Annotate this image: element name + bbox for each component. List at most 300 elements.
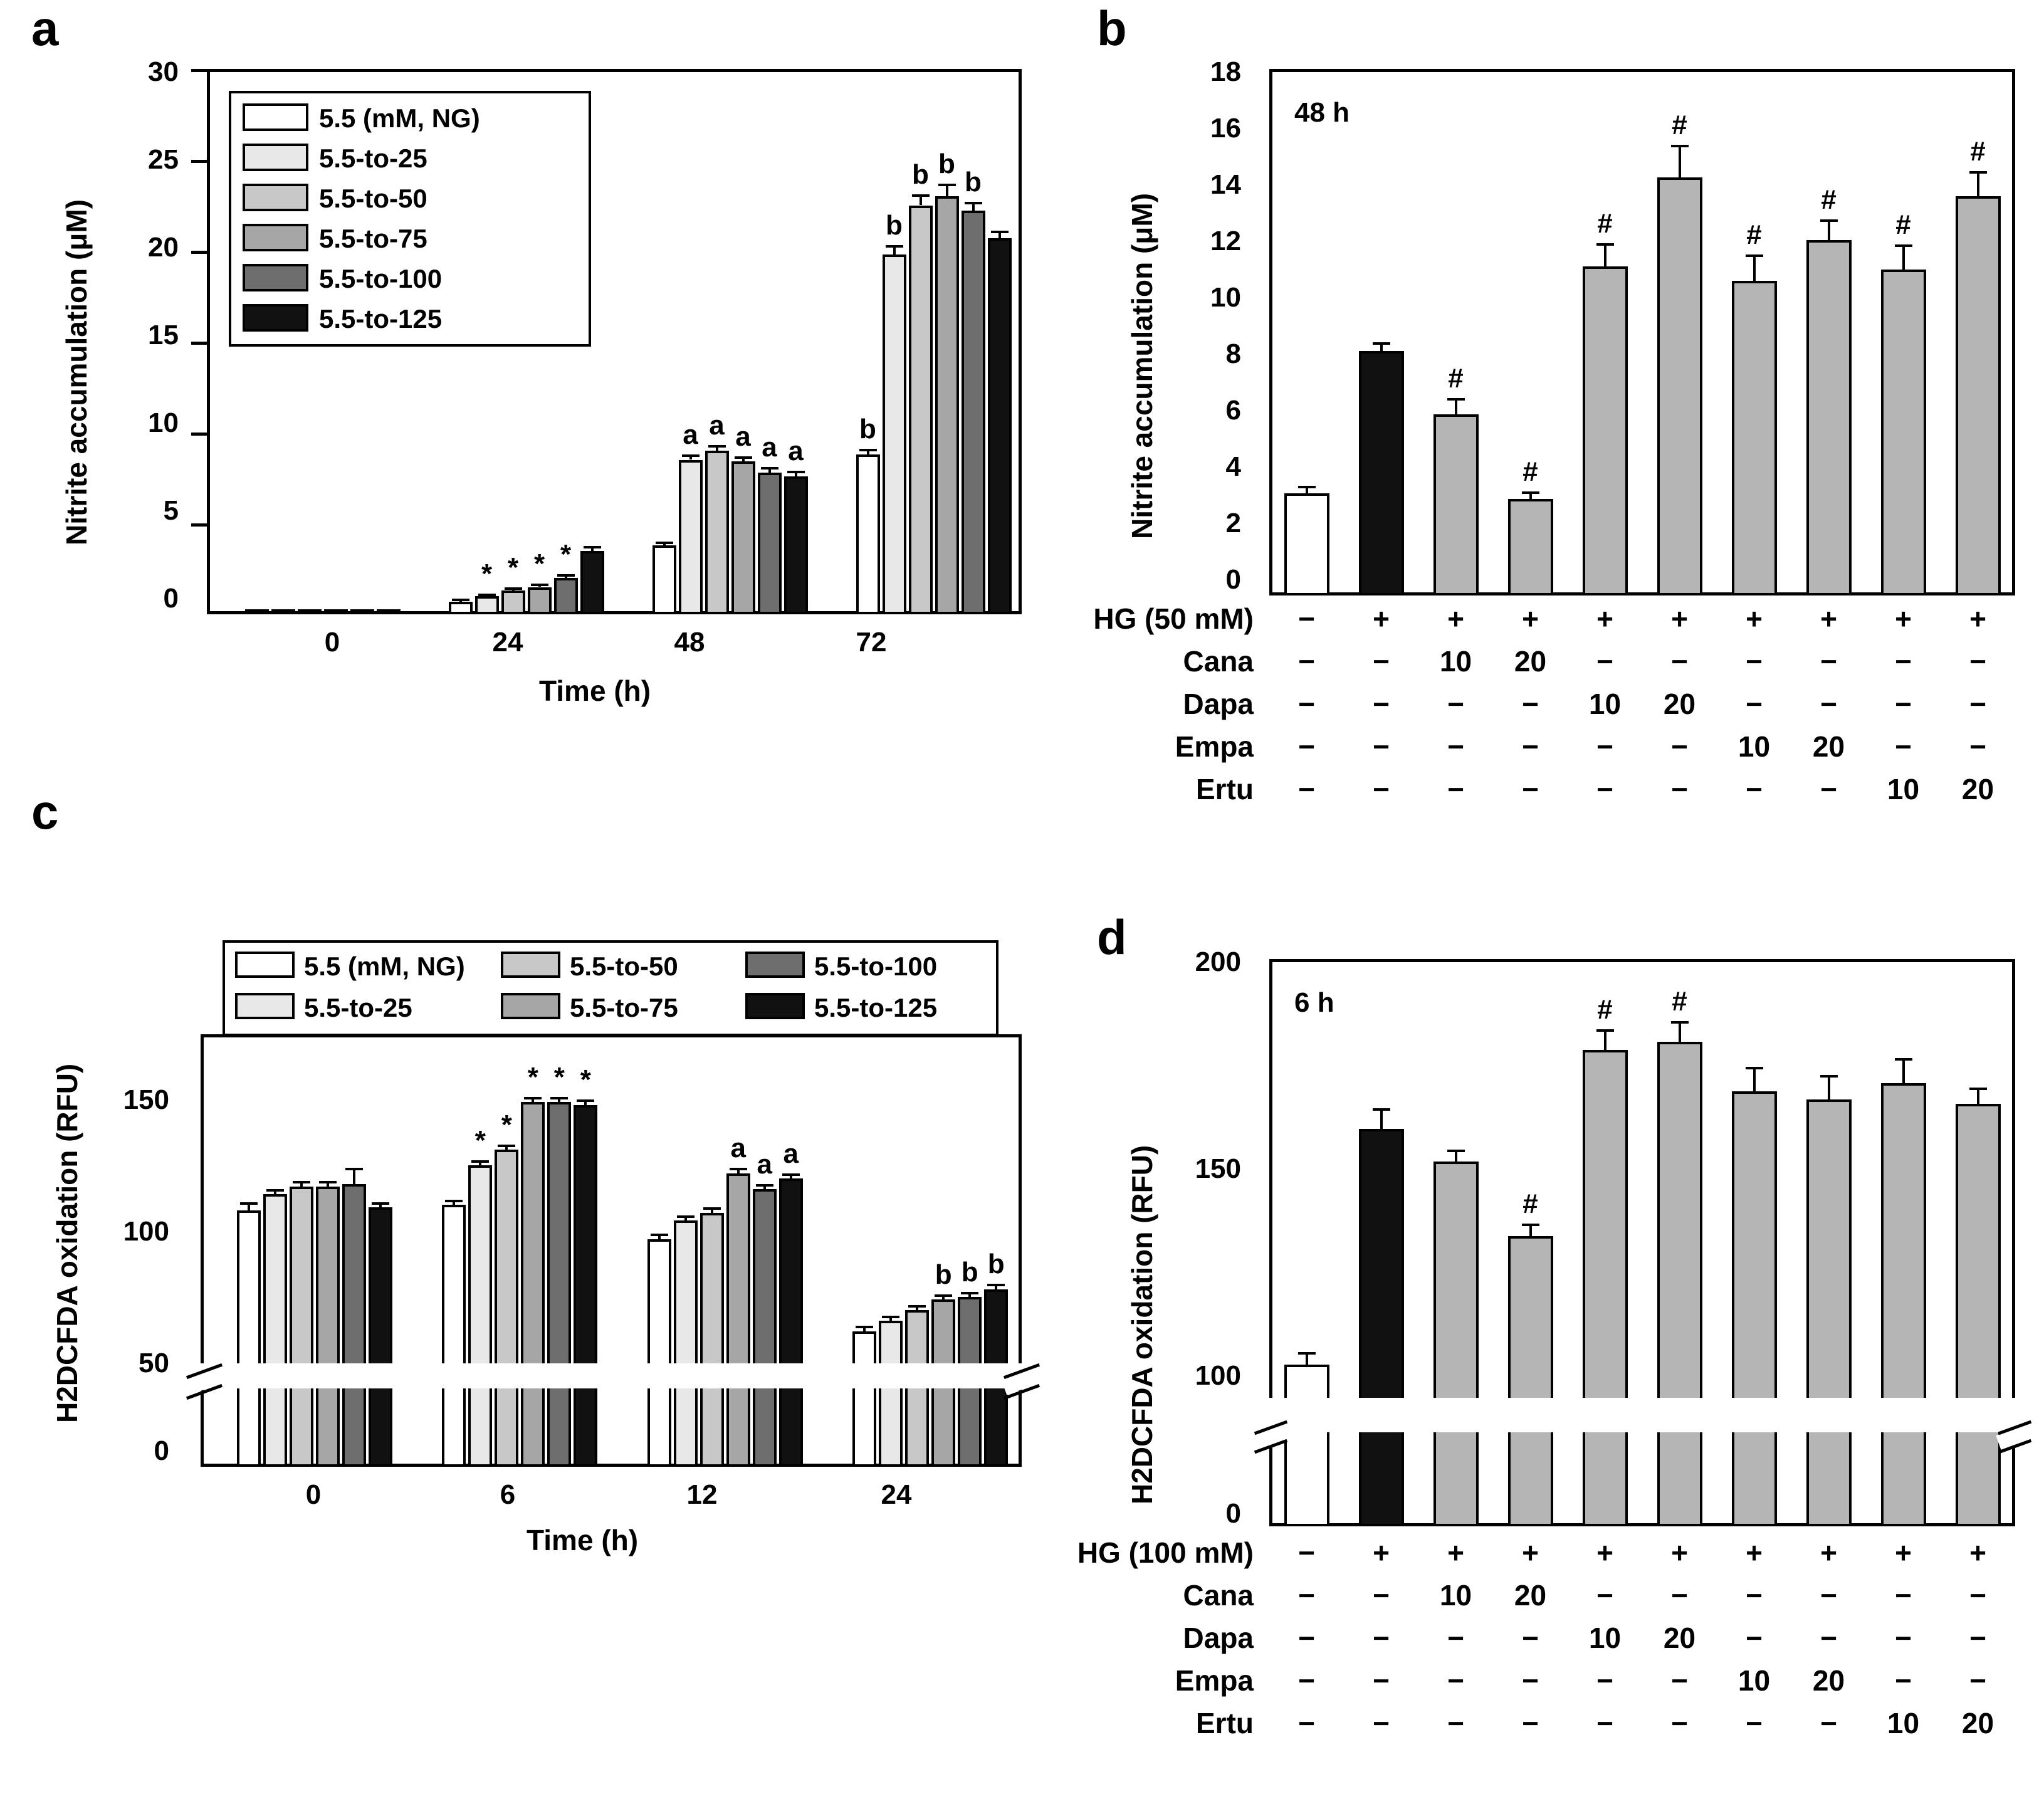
bar — [879, 1321, 903, 1467]
panel-a-xtick: 24 — [492, 627, 523, 658]
legend-label: 5.5-to-100 — [814, 952, 938, 981]
significance-mark: # — [1672, 110, 1687, 141]
error-bar-cap — [266, 1189, 284, 1192]
panel-b-ytick: 14 — [1210, 169, 1241, 200]
panel-a-xtick: 0 — [324, 627, 340, 658]
condition-cell: − — [1895, 1622, 1912, 1654]
condition-cell: − — [1522, 730, 1539, 763]
legend-label: 5.5-to-125 — [814, 993, 938, 1022]
condition-cell: + — [1746, 602, 1763, 635]
condition-cell: − — [1447, 1622, 1464, 1654]
significance-mark: * — [560, 539, 572, 570]
condition-cell: + — [1596, 1536, 1613, 1569]
condition-cell: − — [1298, 645, 1315, 678]
significance-mark: * — [481, 558, 493, 589]
condition-row-label: Dapa — [1183, 1622, 1254, 1654]
condition-cell: − — [1746, 1622, 1763, 1654]
condition-cell: − — [1820, 1579, 1837, 1612]
bar — [1956, 1104, 2001, 1526]
error-bar-cap — [1447, 1150, 1465, 1152]
condition-cell: − — [1671, 773, 1688, 805]
condition-cell: − — [1298, 773, 1315, 805]
condition-cell: + — [1820, 602, 1837, 635]
error-bar-cap — [1820, 219, 1838, 222]
panel-a-ytick: 25 — [148, 144, 179, 175]
legend-swatch — [235, 993, 295, 1019]
significance-mark: # — [1523, 456, 1538, 488]
condition-cell: + — [1447, 602, 1464, 635]
condition-cell: 20 — [1514, 645, 1547, 678]
error-bar-cap — [354, 612, 371, 614]
panel-b-condition-table — [1066, 602, 2043, 865]
error-bar-cap — [677, 1215, 694, 1218]
condition-cell: − — [1298, 602, 1315, 635]
bar — [731, 461, 755, 614]
error-bar — [1679, 1021, 1681, 1042]
legend-label: 5.5-to-75 — [319, 224, 427, 253]
condition-cell: − — [1969, 645, 1986, 678]
error-bar-cap — [730, 1168, 747, 1170]
error-bar-cap — [761, 467, 778, 469]
legend-swatch — [745, 993, 805, 1019]
bar — [442, 1205, 466, 1467]
legend-swatch — [235, 952, 295, 978]
condition-cell: + — [1895, 602, 1912, 635]
significance-mark: * — [553, 1062, 565, 1093]
condition-cell: − — [1969, 1579, 1986, 1612]
condition-cell: − — [1969, 1622, 1986, 1654]
error-bar-cap — [1969, 1088, 1987, 1090]
error-bar-cap — [293, 1181, 310, 1183]
error-bar-cap — [656, 542, 673, 544]
condition-cell: 10 — [1439, 1579, 1472, 1612]
significance-mark: # — [1895, 209, 1911, 240]
bar — [988, 238, 1012, 614]
error-bar-cap — [557, 574, 575, 577]
panel-a-ytick: 0 — [163, 583, 179, 614]
condition-cell: 20 — [1812, 730, 1845, 763]
panel-c-ytick: 100 — [123, 1216, 169, 1247]
panel-a-ytick: 5 — [163, 495, 179, 526]
bar — [935, 196, 959, 614]
legend-label: 5.5 (mM, NG) — [319, 103, 480, 133]
error-bar-cap — [1671, 1021, 1689, 1024]
condition-cell: − — [1596, 645, 1613, 678]
bar — [758, 473, 782, 614]
significance-mark: # — [1970, 136, 1986, 167]
panel-c-xtick: 0 — [305, 1479, 322, 1510]
significance-mark: a — [757, 1148, 772, 1180]
bar — [521, 1102, 545, 1467]
bar — [1881, 270, 1926, 595]
condition-cell: − — [1895, 1579, 1912, 1612]
condition-cell: + — [1373, 602, 1390, 635]
bar — [1583, 266, 1628, 595]
bar — [1732, 281, 1777, 595]
bar — [1359, 1129, 1404, 1526]
panel-c — [0, 784, 1053, 1724]
bar — [528, 587, 552, 615]
error-bar-cap — [1671, 145, 1689, 147]
error-bar-cap — [651, 1234, 668, 1236]
bar — [962, 211, 985, 614]
condition-cell: − — [1522, 773, 1539, 805]
error-bar-cap — [935, 1294, 952, 1297]
panel-b-label: b — [1097, 1, 1127, 56]
significance-mark: b — [961, 1256, 978, 1288]
condition-cell: − — [1522, 1664, 1539, 1697]
condition-cell: − — [1820, 688, 1837, 720]
significance-mark: * — [507, 552, 519, 583]
bar — [674, 1220, 698, 1467]
bar — [653, 545, 676, 614]
legend-swatch — [501, 952, 560, 978]
panel-c-legend — [223, 940, 998, 1036]
condition-cell: 20 — [1812, 1664, 1845, 1697]
error-bar — [1753, 254, 1756, 281]
error-bar — [1828, 1075, 1830, 1100]
condition-cell: − — [1373, 645, 1390, 678]
condition-cell: − — [1596, 1707, 1613, 1739]
error-bar-cap — [886, 245, 903, 248]
legend-label: 5.5 (mM, NG) — [304, 952, 465, 981]
bar — [779, 1178, 803, 1467]
panel-b-ytick: 12 — [1210, 226, 1241, 256]
bar — [1806, 1099, 1852, 1526]
bar — [1657, 1042, 1702, 1526]
bar — [263, 1194, 287, 1467]
condition-cell: + — [1969, 1536, 1986, 1569]
condition-cell: − — [1298, 1664, 1315, 1697]
panel-b — [1066, 0, 2043, 896]
bar — [342, 1184, 366, 1467]
error-bar-cap — [987, 1284, 1005, 1286]
error-bar-cap — [1895, 1058, 1912, 1061]
error-bar-cap — [703, 1207, 721, 1210]
bar — [1881, 1083, 1926, 1526]
condition-cell: 10 — [1439, 645, 1472, 678]
error-bar-cap — [756, 1184, 773, 1187]
panel-c-label: c — [31, 784, 59, 839]
panel-a — [0, 0, 1053, 740]
bar — [909, 206, 933, 615]
condition-cell: − — [1596, 1664, 1613, 1697]
condition-cell: + — [1671, 602, 1688, 635]
condition-cell: − — [1746, 1707, 1763, 1739]
panel-a-label: a — [31, 1, 59, 56]
error-bar-cap — [345, 1168, 363, 1170]
bar — [574, 1105, 597, 1467]
condition-cell: − — [1373, 1707, 1390, 1739]
error-bar-cap — [1895, 244, 1912, 247]
panel-a-xtick: 72 — [856, 627, 887, 658]
bar — [580, 551, 604, 615]
condition-cell: − — [1746, 773, 1763, 805]
panel-a-xtick: 48 — [674, 627, 705, 658]
significance-mark: # — [1597, 207, 1613, 239]
bar — [1806, 240, 1852, 595]
error-bar-cap — [856, 1326, 873, 1328]
condition-cell: − — [1447, 1707, 1464, 1739]
condition-cell: − — [1373, 773, 1390, 805]
legend-label: 5.5-to-50 — [570, 952, 678, 981]
condition-cell: 10 — [1588, 688, 1622, 720]
significance-mark: a — [783, 1138, 799, 1169]
error-bar-cap — [380, 612, 397, 614]
error-bar-cap — [478, 594, 496, 596]
panel-c-ytick: 0 — [154, 1435, 169, 1466]
condition-cell: − — [1447, 688, 1464, 720]
condition-cell: − — [1373, 1664, 1390, 1697]
condition-cell: − — [1671, 1579, 1688, 1612]
condition-cell: 20 — [1961, 1707, 1994, 1739]
bar — [449, 602, 473, 614]
error-bar-cap — [782, 1173, 800, 1176]
error-bar — [1380, 1108, 1383, 1129]
condition-cell: + — [1522, 602, 1539, 635]
condition-cell: − — [1298, 730, 1315, 763]
error-bar-cap — [584, 546, 601, 548]
condition-row-label: HG (50 mM) — [1093, 602, 1254, 635]
condition-cell: − — [1895, 645, 1912, 678]
condition-cell: 10 — [1588, 1622, 1622, 1654]
panel-b-ytick: 16 — [1210, 113, 1241, 144]
legend-label: 5.5-to-50 — [319, 184, 427, 213]
panel-b-ytick: 2 — [1225, 508, 1241, 538]
error-bar-cap — [1596, 243, 1614, 246]
error-bar-cap — [1298, 1352, 1316, 1355]
condition-cell: − — [1895, 730, 1912, 763]
bar — [726, 1173, 750, 1467]
panel-d-ytick: 150 — [1195, 1153, 1241, 1184]
legend-swatch — [501, 993, 560, 1019]
condition-cell: 20 — [1961, 773, 1994, 805]
bar — [468, 1165, 492, 1467]
condition-cell: − — [1820, 1707, 1837, 1739]
condition-cell: − — [1522, 1707, 1539, 1739]
significance-mark: # — [1672, 986, 1687, 1017]
condition-row-label: Ertu — [1196, 1707, 1254, 1739]
bar — [883, 254, 906, 614]
bar — [1284, 493, 1329, 595]
condition-cell: − — [1746, 688, 1763, 720]
panel-c-xtick: 24 — [881, 1479, 912, 1510]
condition-cell: + — [1373, 1536, 1390, 1569]
axis-break-band — [201, 1363, 1022, 1388]
error-bar-cap — [1596, 1029, 1614, 1032]
panel-c-xtick: 12 — [686, 1479, 718, 1510]
condition-cell: − — [1298, 1536, 1315, 1569]
condition-cell: + — [1746, 1536, 1763, 1569]
legend-label: 5.5-to-75 — [570, 993, 678, 1022]
panel-d-condition-table — [1066, 1536, 2043, 1799]
significance-mark: b — [987, 1249, 1005, 1280]
condition-row-label: Empa — [1175, 1664, 1254, 1697]
condition-row-label: HG (100 mM) — [1077, 1536, 1254, 1569]
panel-d-y-axis-title: H2DCFDA oxidation (RFU) — [1126, 1145, 1158, 1504]
condition-cell: − — [1969, 730, 1986, 763]
legend-label: 5.5-to-125 — [319, 304, 443, 333]
significance-mark: a — [788, 435, 804, 466]
error-bar-cap — [1522, 1224, 1539, 1226]
condition-cell: + — [1596, 602, 1613, 635]
condition-cell: − — [1596, 773, 1613, 805]
panel-b-ytick: 10 — [1210, 282, 1241, 313]
error-bar-cap — [275, 612, 292, 614]
panel-a-ytick: 20 — [148, 232, 179, 263]
bar — [1433, 414, 1479, 595]
panel-d-ytick: 100 — [1195, 1360, 1241, 1391]
error-bar-cap — [550, 1097, 568, 1099]
bar — [705, 451, 729, 614]
bar — [852, 1331, 876, 1467]
panel-a-x-axis-title: Time (h) — [539, 674, 651, 707]
panel-c-bars — [201, 1034, 1022, 1467]
condition-cell: − — [1298, 1707, 1315, 1739]
panel-a-ytick: 30 — [148, 56, 179, 87]
bar — [1657, 177, 1702, 595]
bar — [905, 1310, 929, 1467]
condition-cell: − — [1373, 688, 1390, 720]
bar — [547, 1102, 571, 1467]
panel-d-label: d — [1097, 910, 1127, 965]
condition-cell: − — [1969, 1664, 1986, 1697]
condition-cell: 10 — [1887, 1707, 1920, 1739]
bar — [316, 1187, 340, 1467]
significance-mark: # — [1821, 184, 1837, 216]
panel-d-ytick: 0 — [1225, 1498, 1241, 1529]
error-bar-cap — [1373, 342, 1390, 345]
panel-b-inner-title: 48 h — [1294, 97, 1350, 128]
condition-cell: − — [1596, 730, 1613, 763]
error-bar — [1902, 244, 1905, 270]
bar — [856, 454, 880, 614]
error-bar-cap — [965, 202, 982, 204]
bar — [475, 596, 499, 614]
bar — [1583, 1050, 1628, 1526]
condition-cell: − — [1820, 1622, 1837, 1654]
condition-cell: − — [1522, 1622, 1539, 1654]
condition-cell: 10 — [1737, 1664, 1771, 1697]
condition-cell: − — [1671, 645, 1688, 678]
condition-cell: 20 — [1663, 688, 1696, 720]
error-bar-cap — [1746, 254, 1763, 257]
error-bar-cap — [372, 1202, 389, 1205]
significance-mark: b — [859, 414, 876, 445]
error-bar-cap — [471, 1160, 489, 1163]
bar — [647, 1239, 671, 1467]
significance-mark: a — [709, 410, 725, 441]
condition-cell: + — [1969, 602, 1986, 635]
error-bar — [1902, 1058, 1905, 1083]
error-bar-cap — [708, 445, 726, 448]
condition-cell: − — [1746, 645, 1763, 678]
panel-c-x-axis-title: Time (h) — [527, 1524, 639, 1556]
bar — [1956, 196, 2001, 595]
bar — [1284, 1365, 1329, 1526]
panel-a-y-axis-title: Nitrite accumulation (μM) — [60, 199, 93, 545]
error-bar-cap — [938, 184, 956, 186]
panel-b-ytick: 0 — [1225, 564, 1241, 595]
bar — [1732, 1091, 1777, 1526]
error-bar-cap — [1746, 1067, 1763, 1069]
significance-mark: b — [938, 148, 955, 179]
condition-cell: − — [1820, 645, 1837, 678]
condition-cell: 20 — [1663, 1622, 1696, 1654]
significance-mark: # — [1746, 219, 1762, 251]
condition-cell: − — [1671, 1664, 1688, 1697]
significance-mark: * — [533, 548, 545, 579]
condition-row-label: Cana — [1183, 645, 1254, 678]
significance-mark: a — [730, 1133, 746, 1164]
error-bar-cap — [1522, 491, 1539, 494]
condition-cell: − — [1447, 773, 1464, 805]
panel-c-xtick: 6 — [500, 1479, 516, 1510]
error-bar-cap — [327, 612, 345, 614]
significance-mark: # — [1448, 363, 1464, 394]
error-bar-cap — [1447, 398, 1465, 401]
legend-label: 5.5-to-25 — [319, 144, 427, 173]
panel-b-ytick: 4 — [1225, 451, 1241, 482]
condition-cell: + — [1522, 1536, 1539, 1569]
error-bar-cap — [1969, 171, 1987, 174]
condition-cell: − — [1969, 688, 1986, 720]
panel-b-ytick: 8 — [1225, 338, 1241, 369]
significance-mark: b — [912, 159, 929, 191]
panel-a-ytick: 10 — [148, 407, 179, 438]
condition-cell: − — [1895, 1664, 1912, 1697]
bar — [369, 1207, 392, 1467]
bar — [554, 578, 578, 614]
bar — [237, 1210, 261, 1467]
panel-d-inner-title: 6 h — [1294, 987, 1334, 1018]
bar — [1508, 1236, 1553, 1526]
panel-b-ytick: 18 — [1210, 56, 1241, 87]
error-bar-cap — [505, 587, 522, 590]
error-bar-cap — [498, 1145, 515, 1147]
error-bar-cap — [961, 1292, 978, 1294]
error-bar-cap — [577, 1099, 594, 1102]
panel-a-ytick: 15 — [148, 320, 179, 350]
significance-mark: a — [735, 421, 751, 452]
condition-cell: − — [1298, 1579, 1315, 1612]
condition-row-label: Empa — [1175, 730, 1254, 763]
bar — [1508, 499, 1553, 595]
condition-row-label: Dapa — [1183, 688, 1254, 720]
bar — [753, 1189, 777, 1467]
condition-cell: 10 — [1737, 730, 1771, 763]
error-bar — [1604, 1029, 1606, 1050]
condition-row-label: Ertu — [1196, 773, 1254, 805]
condition-cell: − — [1671, 1707, 1688, 1739]
condition-cell: + — [1671, 1536, 1688, 1569]
bar — [495, 1150, 518, 1467]
panel-c-ytick: 150 — [123, 1084, 169, 1115]
panel-d — [1066, 878, 2043, 1752]
error-bar — [1828, 219, 1830, 240]
condition-cell: − — [1373, 730, 1390, 763]
significance-mark: a — [762, 432, 777, 463]
condition-row-label: Cana — [1183, 1579, 1254, 1612]
significance-mark: # — [1597, 994, 1613, 1025]
condition-cell: − — [1298, 1622, 1315, 1654]
error-bar-cap — [319, 1181, 337, 1183]
panel-b-bars — [1269, 69, 2015, 595]
condition-cell: − — [1596, 1579, 1613, 1612]
significance-mark: b — [886, 210, 903, 241]
error-bar-cap — [445, 1200, 463, 1202]
condition-cell: − — [1522, 688, 1539, 720]
